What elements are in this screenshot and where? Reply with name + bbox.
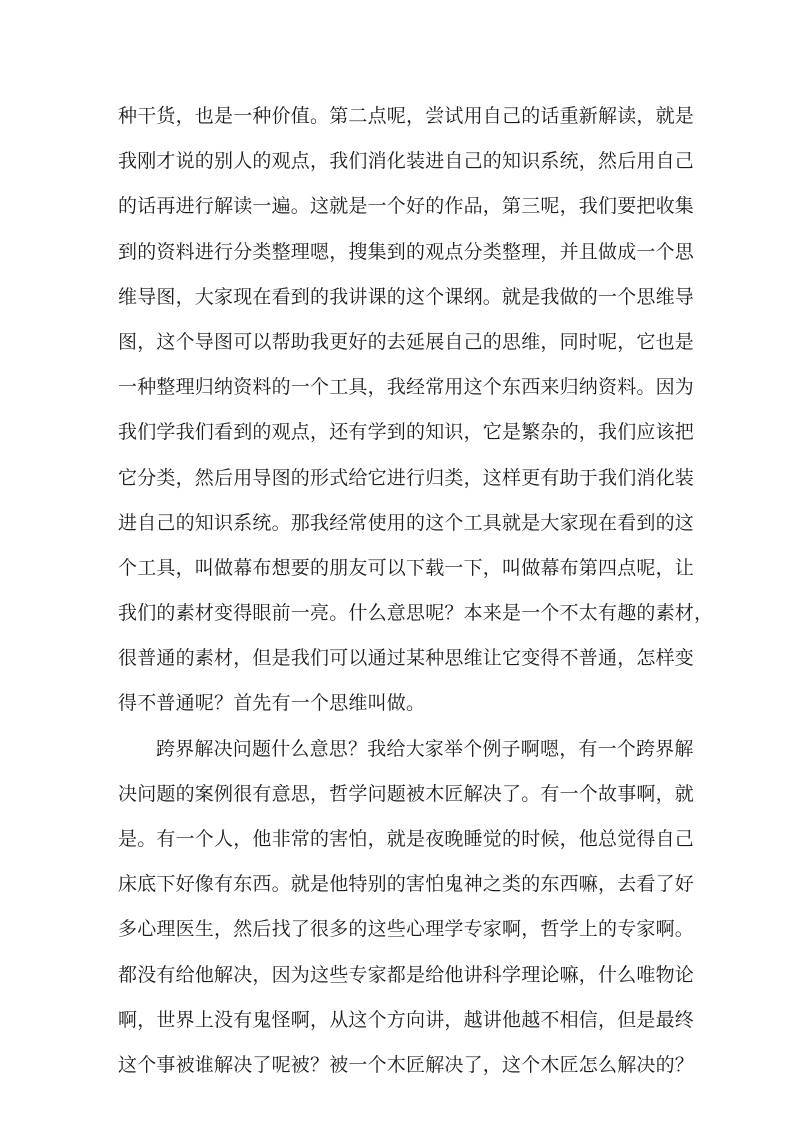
text-line: 这个事被谁解决了呢被？被一个木匠解决了，这个木匠怎么解决的？ xyxy=(118,1053,695,1076)
text-line: 很普通的素材，但是我们可以通过某种思维让它变得不普通，怎样变 xyxy=(118,647,695,670)
text-line: 到的资料进行分类整理嗯，搜集到的观点分类整理，并且做成一个思 xyxy=(118,240,695,263)
text-line: 得不普通呢？首先有一个思维叫做。 xyxy=(118,692,426,715)
text-line: 决问题的案例很有意思，哲学问题被木匠解决了。有一个故事啊，就 xyxy=(118,782,695,805)
text-line: 个工具，叫做幕布想要的朋友可以下载一下，叫做幕布第四点呢，让 xyxy=(118,556,695,579)
text-line: 种干货，也是一种价值。第二点呢，尝试用自己的话重新解读，就是 xyxy=(118,105,695,127)
text-line: 我们的素材变得眼前一亮。什么意思呢？本来是一个不太有趣的素材， xyxy=(118,602,714,625)
document-body xyxy=(118,94,714,1088)
text-line: 是。有一个人，他非常的害怕，就是夜晚睡觉的时候，他总觉得自己 xyxy=(118,828,695,850)
text-line: 都没有给他解决，因为这些专家都是给他讲科学理论嘛，什么唯物论 xyxy=(118,963,695,986)
text-line: 的话再进行解读一遍。这就是一个好的作品，第三呢，我们要把收集 xyxy=(118,195,695,218)
text-line: 我刚才说的别人的观点，我们消化装进自己的知识系统，然后用自己 xyxy=(118,150,695,173)
text-line: 维导图，大家现在看到的我讲课的这个课纲。就是我做的一个思维导 xyxy=(118,285,695,308)
text-line: 进自己的知识系统。那我经常使用的这个工具就是大家现在看到的这 xyxy=(118,511,695,534)
text-line: 它分类，然后用导图的形式给它进行归类，这样更有助于我们消化装 xyxy=(118,466,695,489)
text-line: 跨界解决问题什么意思？我给大家举个例子啊嗯，有一个跨界解 xyxy=(156,737,694,760)
paragraph-2 xyxy=(118,727,695,1089)
paragraph-1 xyxy=(118,94,714,727)
text-line: 一种整理归纳资料的一个工具，我经常用这个东西来归纳资料。因为 xyxy=(118,376,695,399)
text-line: 床底下好像有东西。就是他特别的害怕鬼神之类的东西嘛，去看了好 xyxy=(118,873,695,896)
text-line: 图，这个导图可以帮助我更好的去延展自己的思维，同时呢，它也是 xyxy=(118,330,695,353)
text-line: 啊，世界上没有鬼怪啊，从这个方向讲，越讲他越不相信，但是最终 xyxy=(118,1008,695,1031)
text-line: 多心理医生，然后找了很多的这些心理学专家啊，哲学上的专家啊。 xyxy=(118,918,695,941)
text-line: 我们学我们看到的观点，还有学到的知识，它是繁杂的，我们应该把 xyxy=(118,421,695,444)
